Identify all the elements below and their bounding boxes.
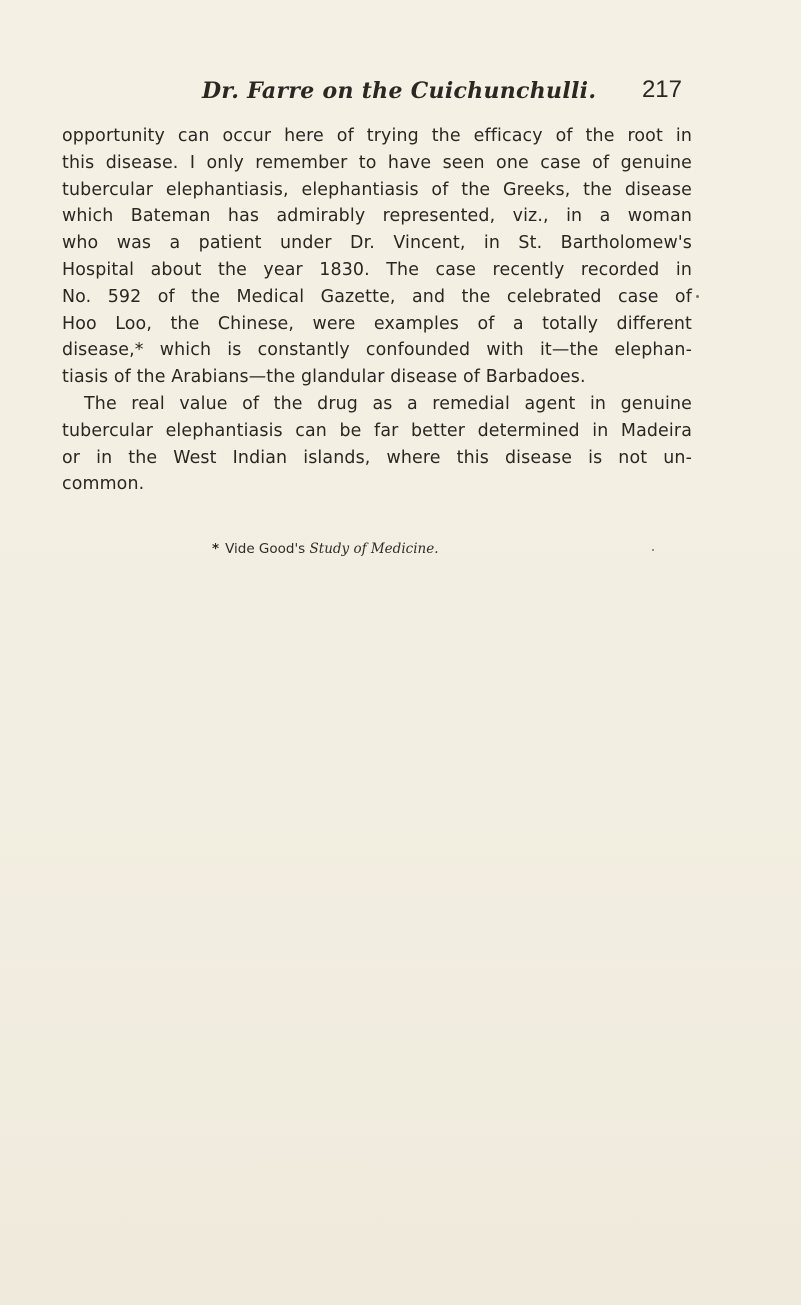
paper-speck (652, 549, 654, 551)
text-line: No. 592 of the Medical Gazette, and the celebrated case of (62, 286, 692, 307)
footnote-title: Study of Medicine. (309, 541, 439, 557)
text-line: opportunity can occur here of trying the efficacy of the root in (62, 126, 692, 146)
text-line: Hospital about the year 1830. The case recently recorded in (62, 259, 692, 280)
text-line: tubercular elephantiasis can be far better determined in Madeira (62, 420, 692, 441)
text-line: which Bateman has admirably represented, viz., in a woman (62, 206, 692, 227)
text-line: or in the West Indian islands, where this disease is not un- (62, 447, 692, 468)
text-line: who was a patient under Dr. Vincent, in St. Bartholomew's (62, 233, 692, 254)
page-header (130, 78, 682, 114)
text-line: tiasis of the Arabians—the glandular disease of Barbadoes. (62, 367, 586, 388)
running-title: Dr. Farre on the Cuichunchulli. (202, 78, 597, 104)
footnote-text: Vide Good's (225, 541, 306, 557)
body-paragraphs (62, 123, 692, 498)
text-line: disease,* which is constantly confounded with it—the elephan- (62, 340, 692, 361)
page-number: 217 (641, 76, 682, 103)
text-line: common. (62, 474, 145, 495)
footnote (212, 541, 438, 557)
paper-speck (696, 295, 699, 298)
text-line: tubercular elephantiasis, elephantiasis of the Greeks, the disease (62, 179, 692, 200)
text-line: Hoo Loo, the Chinese, were examples of a totally different (62, 313, 692, 334)
text-line: The real value of the drug as a remedial agent in genuine (84, 393, 692, 414)
footnote-mark: * (212, 541, 220, 557)
text-line: this disease. I only remember to have seen one case of genuine (62, 152, 692, 173)
